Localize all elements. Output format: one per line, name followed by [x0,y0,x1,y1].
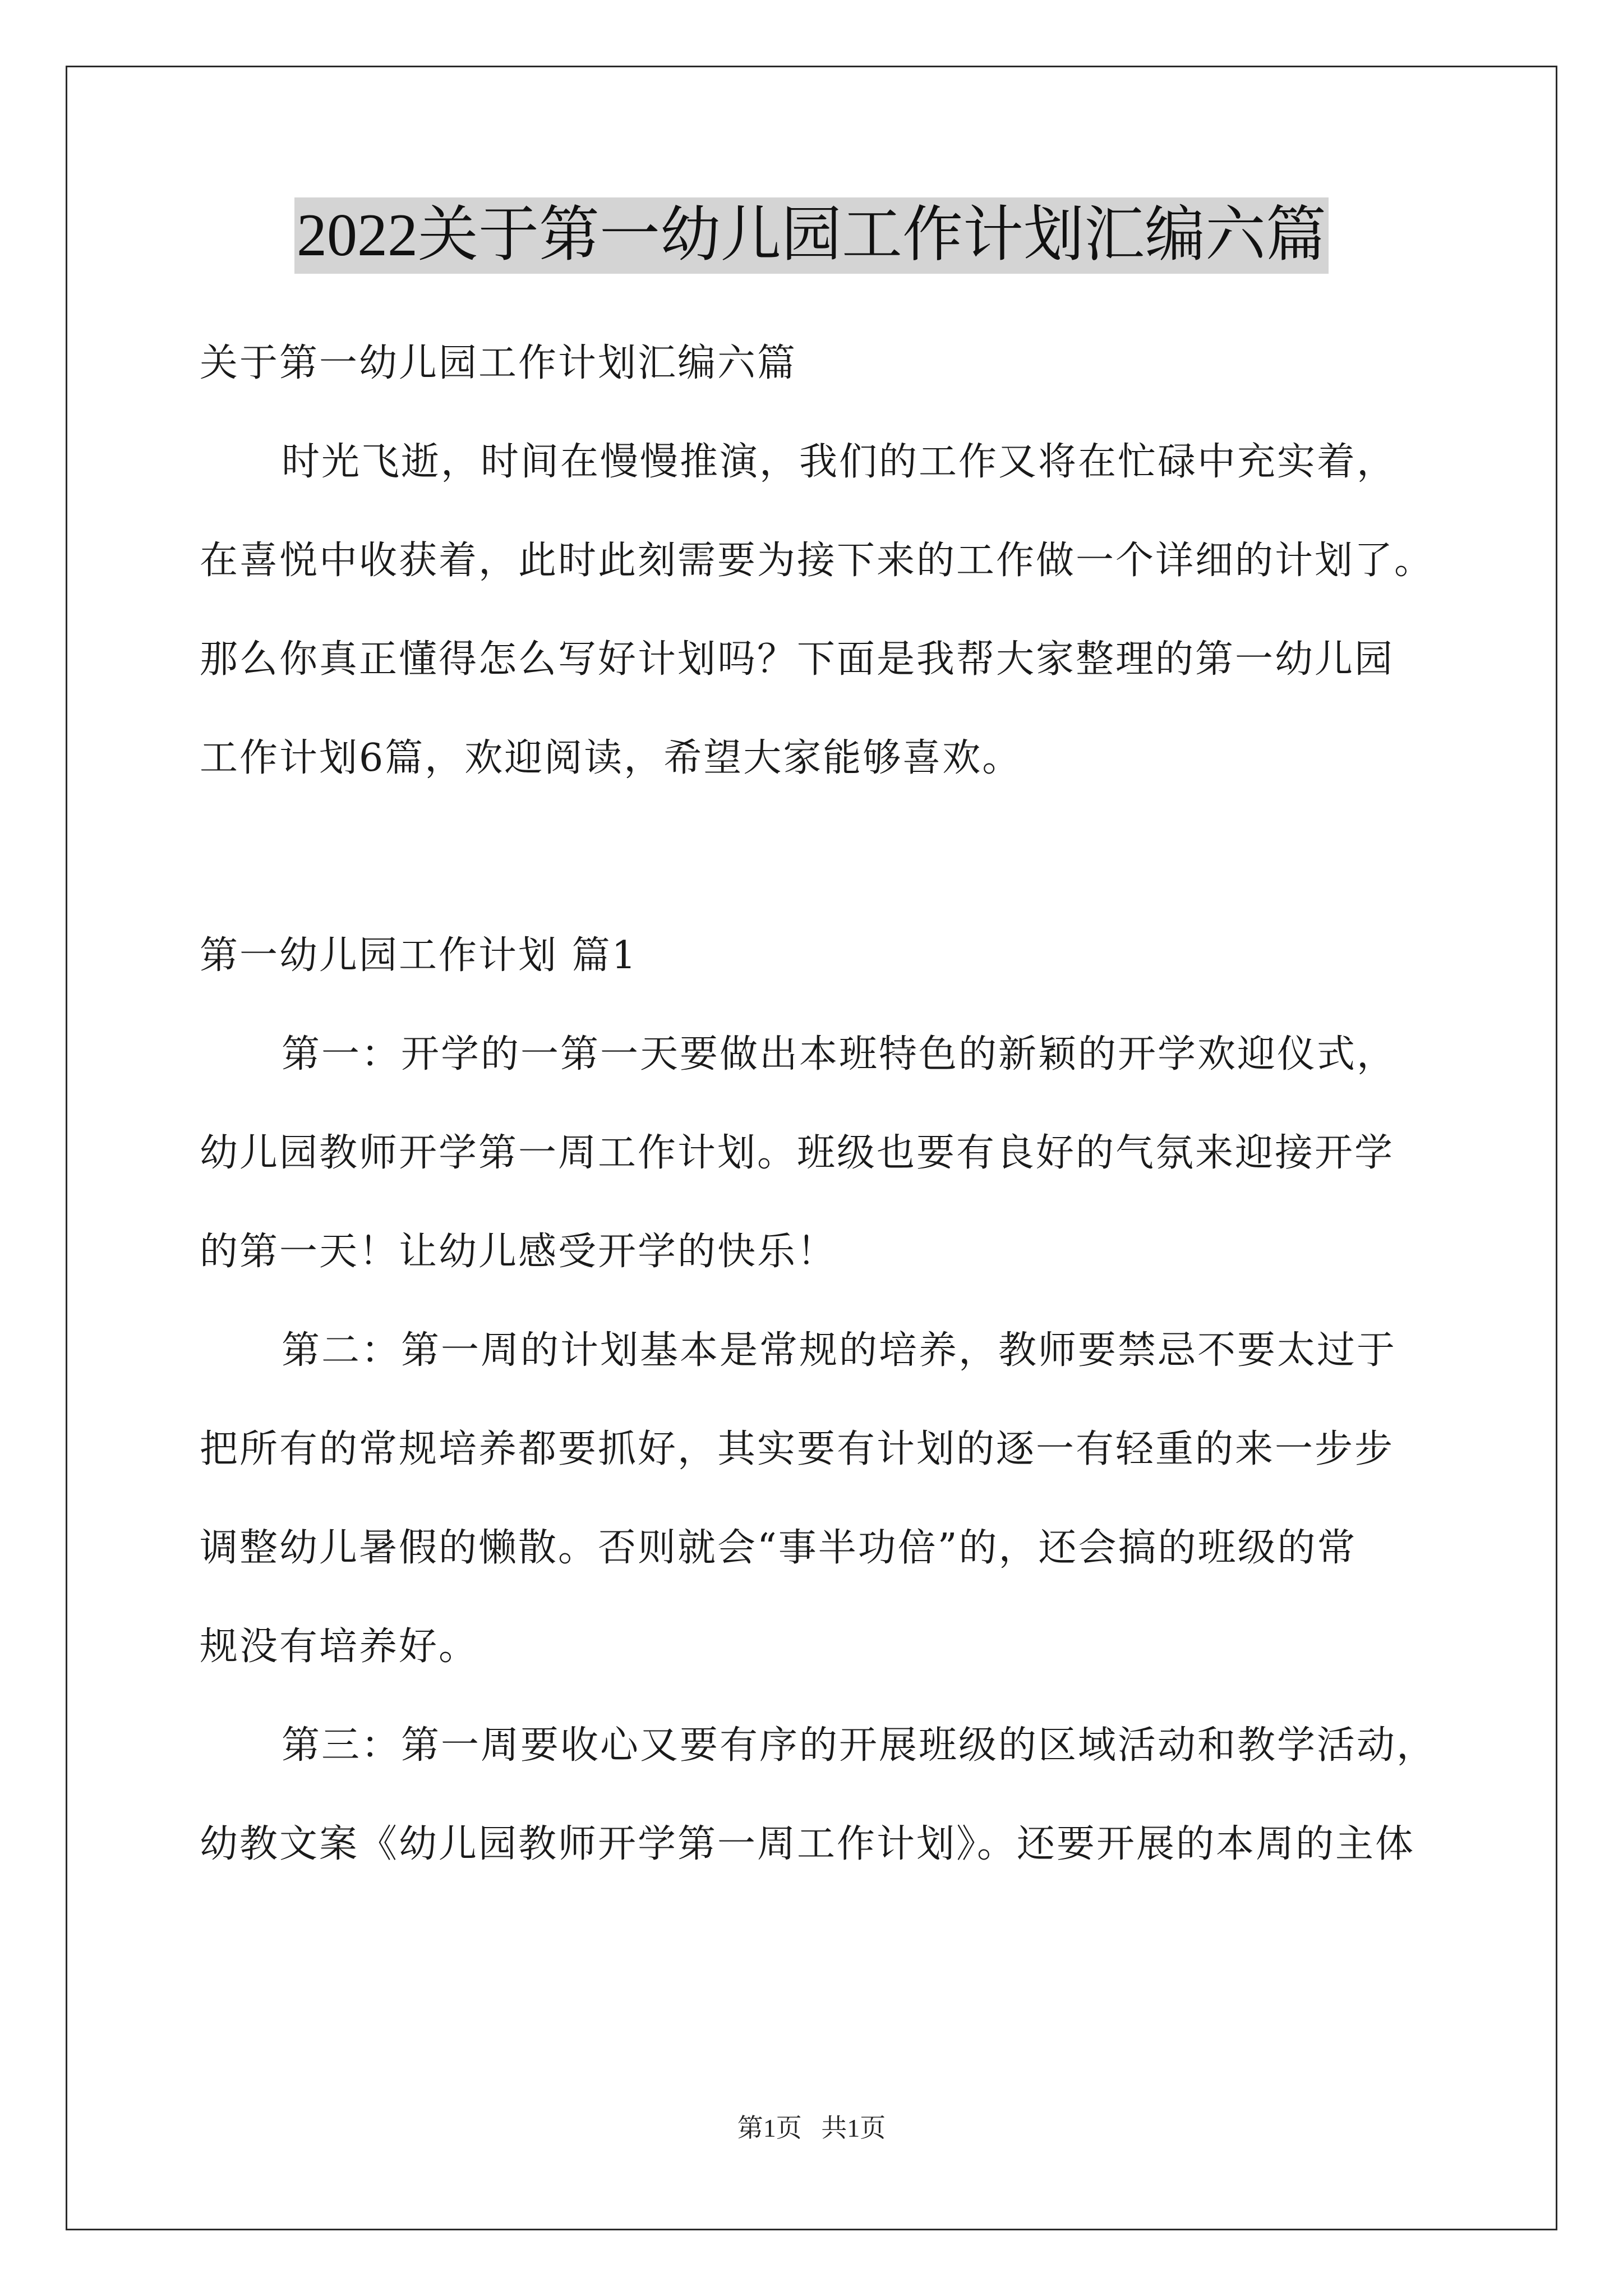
body-line: 把所有的常规培养都要抓好，其实要有计划的逐一有轻重的来一步步 [200,1427,1395,1471]
body-line: 幼教文案《幼儿园教师开学第一周工作计划》。还要开展的本周的主体 [200,1822,1415,1866]
body-line: 关于第一幼儿园工作计划汇编六篇 [200,341,797,385]
body-line: 那么你真正懂得怎么写好计划吗？下面是我帮大家整理的第一幼儿园 [200,637,1395,682]
document-body [200,314,1437,1894]
body-line: 调整幼儿暑假的懒散。否则就会“事半功倍”的，还会搞的班级的常 [200,1526,1357,1570]
body-line: 在喜悦中收获着，此时此刻需要为接下来的工作做一个详细的计划了。 [200,539,1435,583]
body-line: 规没有培养好。 [200,1625,479,1669]
body-line: 的第一天！让幼儿感受开学的快乐！ [200,1230,837,1274]
document-title [0,197,1623,274]
blank-line [200,808,1433,907]
page-footer: 第1页 共1页 [737,2114,886,2142]
section-heading: 第一幼儿园工作计划 篇1 [200,933,638,978]
body-line: 幼儿园教师开学第一周工作计划。班级也要有良好的气氛来迎接开学 [200,1131,1395,1175]
document-title-text: 2022关于第一幼儿园工作计划汇编六篇 [294,197,1329,274]
body-line: 第一：开学的一第一天要做出本班特色的新颖的开学欢迎仪式， [282,1032,1397,1076]
body-line: 时光飞逝，时间在慢慢推演，我们的工作又将在忙碌中充实着， [282,440,1397,484]
body-line: 第二：第一周的计划基本是常规的培养，教师要禁忌不要太过于 [282,1328,1397,1373]
body-line: 第三：第一周要收心又要有序的开展班级的区域活动和教学活动， [282,1723,1437,1768]
body-line: 工作计划6篇，欢迎阅读，希望大家能够喜欢。 [200,736,1022,780]
